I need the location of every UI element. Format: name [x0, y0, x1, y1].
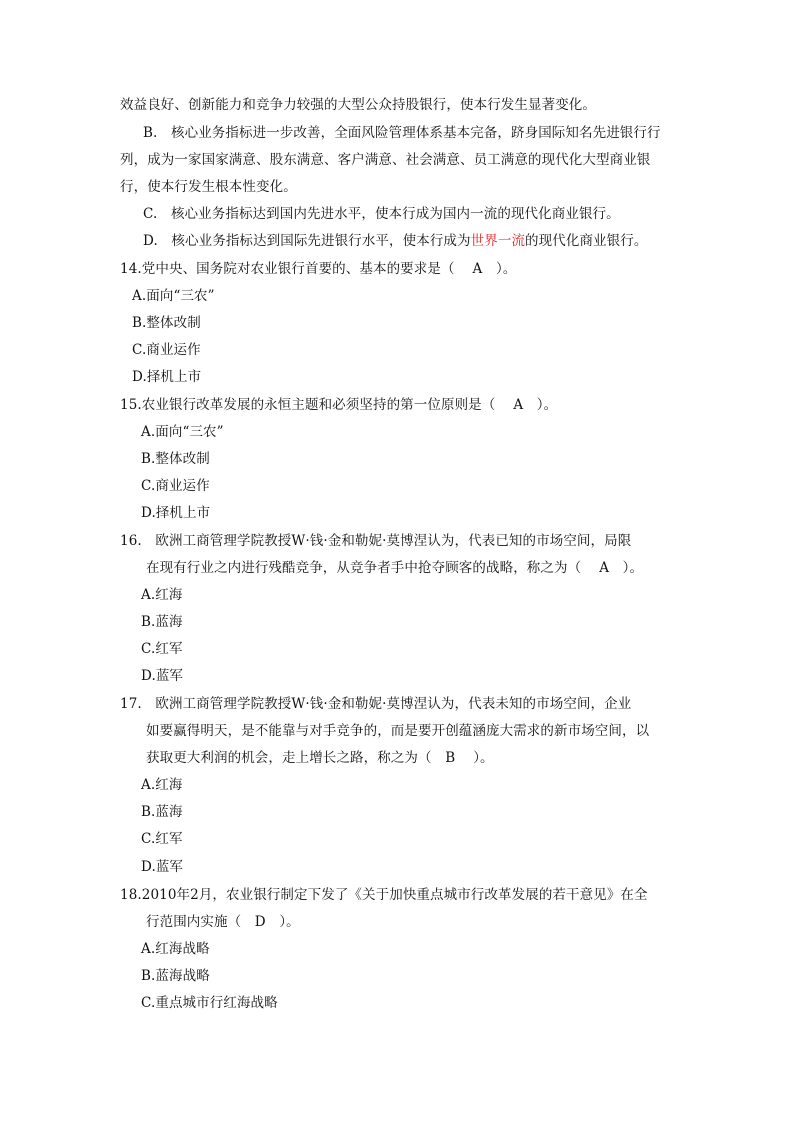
option-b-line: 行，使本行发生根本性变化。: [120, 179, 297, 195]
option-b-line: 列，成为一家国家满意、股东满意、客户满意、社会满意、员工满意的现代化大型商业银: [120, 152, 651, 168]
question-15: 15.农业银行改革发展的永恒主题和必须坚持的第一位原则是（ A ）。: [120, 397, 558, 413]
q18-option-c: C.重点城市行红海战略: [141, 995, 278, 1011]
option-d-line: [143, 232, 647, 250]
q18-option-b: B.蓝海战略: [141, 968, 210, 984]
question-17-line-2: 如要赢得明天，是不能靠与对手竞争的，而是要开创蕴涵庞大需求的新市场空间，以: [146, 723, 650, 739]
question-16: 16. 欧洲工商管理学院教授W·钱·金和勒妮·莫博涅认为，代表已知的市场空间，局限: [120, 533, 632, 549]
paragraph-line: 效益良好、创新能力和竞争力较强的大型公众持股银行，使本行发生显著变化。: [120, 97, 596, 113]
q14-option-d: D.择机上市: [132, 369, 202, 385]
q15-option-d: D.择机上市: [141, 505, 211, 521]
q17-option-d: D.蓝军: [141, 859, 184, 875]
q16-option-b: B.蓝海: [141, 614, 183, 630]
q16-option-d: D.蓝军: [141, 668, 184, 684]
option-d-text: D. 核心业务指标达到国际先进银行水平，使本行成为: [143, 233, 471, 249]
question-18-line-2: 行范围内实施（ D ）。: [146, 914, 300, 930]
q14-option-c: C.商业运作: [132, 342, 201, 358]
question-17-line-3: 获取更大利润的机会，走上增长之路，称之为（ B ）。: [146, 750, 494, 766]
question-17: 17. 欧洲工商管理学院教授W·钱·金和勒妮·莫博涅认为，代表未知的市场空间，企业: [120, 696, 632, 712]
q18-option-a: A.红海战略: [141, 941, 210, 957]
q17-option-b: B.蓝海: [141, 804, 183, 820]
question-14: 14.党中央、国务院对农业银行首要的、基本的要求是（ A ）。: [120, 261, 517, 277]
q17-option-a: A.红海: [141, 777, 183, 793]
q17-option-c: C.红军: [141, 831, 183, 847]
highlighted-text: 世界一流: [470, 233, 526, 249]
q16-option-c: C.红军: [141, 641, 183, 657]
q14-option-a: A.面向“三农”: [132, 288, 215, 304]
q15-option-b: B.整体改制: [141, 451, 210, 467]
option-b-line: B. 核心业务指标进一步改善，全面风险管理体系基本完备，跻身国际知名先进银行行: [143, 125, 661, 141]
option-c-line: C. 核心业务指标达到国内先进水平，使本行成为国内一流的现代化商业银行。: [143, 206, 620, 222]
q15-option-a: A.面向“三农”: [141, 424, 224, 440]
q15-option-c: C.商业运作: [141, 478, 210, 494]
option-d-text-end: 的现代化商业银行。: [525, 233, 648, 249]
question-16-line-2: 在现有行业之内进行残酷竞争，从竞争者手中抢夺顾客的战略，称之为（ A ）。: [146, 560, 644, 576]
q16-option-a: A.红海: [141, 587, 183, 603]
q14-option-b: B.整体改制: [132, 315, 201, 331]
question-18: 18.2010年2月，农业银行制定下发了《关于加快重点城市行改革发展的若干意见》在全: [120, 887, 648, 903]
